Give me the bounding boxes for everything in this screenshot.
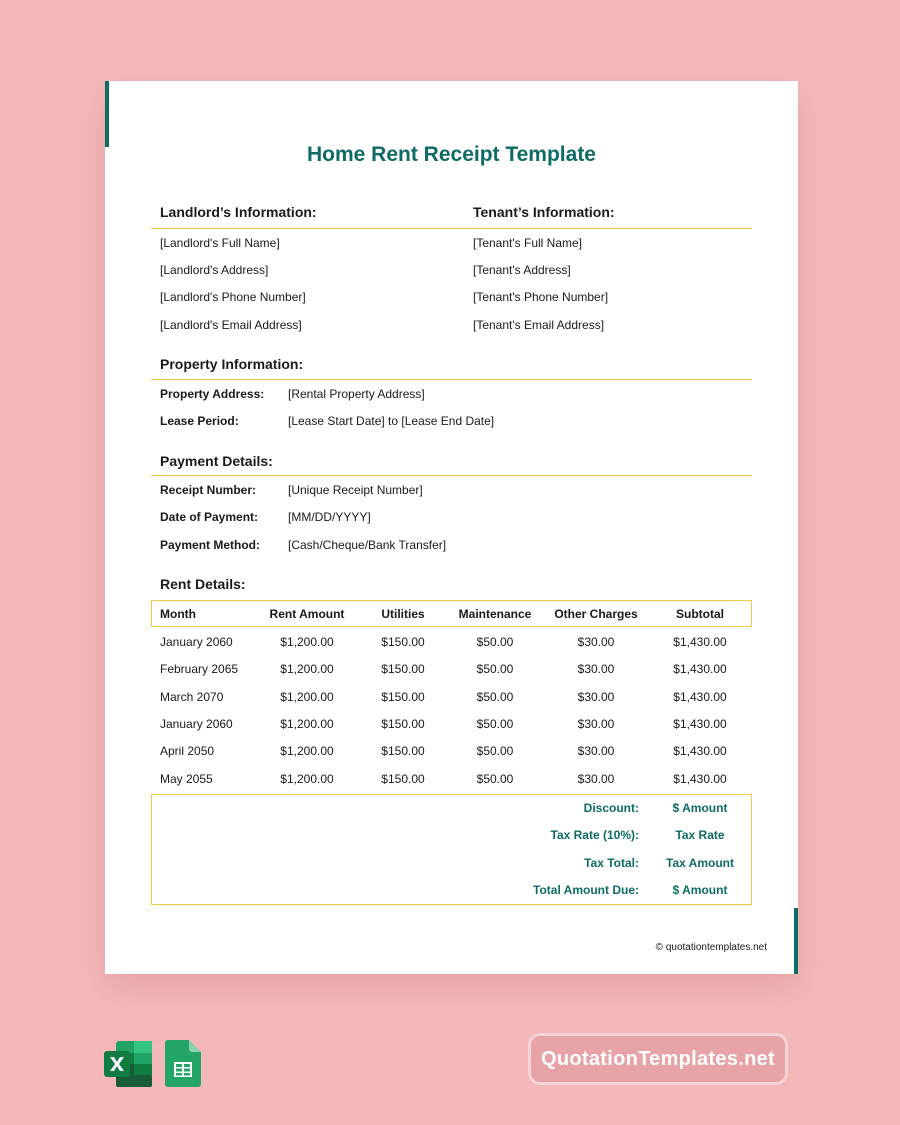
lease-period-label: Lease Period: (160, 414, 239, 428)
receipt-number-label: Receipt Number: (160, 483, 257, 497)
cell-utilities: $150.00 (381, 662, 425, 676)
tenant-phone: [Tenant's Phone Number] (473, 290, 609, 304)
excel-icon (104, 1041, 152, 1087)
payment-method-label: Payment Method: (160, 538, 261, 552)
column-header-other-charges: Other Charges (554, 607, 638, 621)
accent-bar-bottom (794, 908, 798, 974)
tenant-address: [Tenant's Address] (473, 263, 571, 277)
total-due-value: $ Amount (672, 883, 728, 897)
column-header-month: Month (160, 607, 196, 621)
cell-month: March 2070 (160, 690, 224, 704)
cell-other-charges: $30.00 (577, 635, 615, 649)
cell-rent-amount: $1,200.00 (280, 772, 334, 786)
date-of-payment-label: Date of Payment: (160, 510, 259, 524)
discount-label: Discount: (583, 801, 639, 815)
cell-utilities: $150.00 (381, 717, 425, 731)
divider (151, 475, 752, 476)
property-address-label: Property Address: (160, 387, 265, 401)
cell-maintenance: $50.00 (476, 690, 514, 704)
summary-box (151, 794, 752, 905)
cell-utilities: $150.00 (381, 772, 425, 786)
landlord-heading: Landlord’s Information: (160, 204, 317, 220)
cell-maintenance: $50.00 (476, 744, 514, 758)
cell-other-charges: $30.00 (577, 662, 615, 676)
cell-other-charges: $30.00 (577, 772, 615, 786)
column-header-utilities: Utilities (381, 607, 425, 621)
cell-utilities: $150.00 (381, 635, 425, 649)
property-address-value: [Rental Property Address] (288, 387, 425, 401)
receipt-document (105, 81, 798, 974)
cell-subtotal: $1,430.00 (673, 690, 727, 704)
cell-utilities: $150.00 (381, 690, 425, 704)
column-header-subtotal: Subtotal (676, 607, 724, 621)
tax-rate-label: Tax Rate (10%): (550, 828, 639, 842)
payment-method-value: [Cash/Cheque/Bank Transfer] (288, 538, 447, 552)
divider (151, 228, 752, 229)
brand-badge: QuotationTemplates.net (528, 1033, 788, 1085)
cell-maintenance: $50.00 (476, 717, 514, 731)
payment-heading: Payment Details: (160, 453, 273, 469)
tax-total-value: Tax Amount (666, 856, 734, 870)
cell-rent-amount: $1,200.00 (280, 690, 334, 704)
cell-maintenance: $50.00 (476, 772, 514, 786)
property-heading: Property Information: (160, 356, 304, 372)
cell-month: May 2055 (160, 772, 213, 786)
tax-total-label: Tax Total: (584, 856, 639, 870)
cell-rent-amount: $1,200.00 (280, 717, 334, 731)
tenant-email: [Tenant's Email Address] (473, 318, 605, 332)
cell-rent-amount: $1,200.00 (280, 662, 334, 676)
accent-bar-top (105, 81, 109, 147)
cell-subtotal: $1,430.00 (673, 662, 727, 676)
landlord-email: [Landlord's Email Address] (160, 318, 302, 332)
column-header-rent-amount: Rent Amount (269, 607, 345, 621)
cell-month: February 2065 (160, 662, 239, 676)
landlord-name: [Landlord's Full Name] (160, 236, 280, 250)
tax-rate-value: Tax Rate (675, 828, 725, 842)
cell-rent-amount: $1,200.00 (280, 635, 334, 649)
tenant-heading: Tenant’s Information: (473, 204, 615, 220)
cell-utilities: $150.00 (381, 744, 425, 758)
cell-other-charges: $30.00 (577, 690, 615, 704)
cell-subtotal: $1,430.00 (673, 772, 727, 786)
landlord-phone: [Landlord's Phone Number] (160, 290, 306, 304)
cell-subtotal: $1,430.00 (673, 635, 727, 649)
cell-other-charges: $30.00 (577, 717, 615, 731)
discount-value: $ Amount (672, 801, 728, 815)
document-title: Home Rent Receipt Template (306, 143, 596, 166)
cell-rent-amount: $1,200.00 (280, 744, 334, 758)
tenant-name: [Tenant's Full Name] (473, 236, 583, 250)
google-sheets-icon (165, 1040, 201, 1087)
cell-month: January 2060 (160, 717, 233, 731)
receipt-number-value: [Unique Receipt Number] (288, 483, 423, 497)
cell-maintenance: $50.00 (476, 662, 514, 676)
cell-subtotal: $1,430.00 (673, 744, 727, 758)
landlord-address: [Landlord's Address] (160, 263, 269, 277)
total-due-label: Total Amount Due: (533, 883, 639, 897)
cell-subtotal: $1,430.00 (673, 717, 727, 731)
date-of-payment-value: [MM/DD/YYYY] (288, 510, 371, 524)
divider (151, 379, 752, 380)
copyright-text: © quotationtemplates.net (655, 942, 767, 953)
cell-month: April 2050 (160, 744, 215, 758)
cell-maintenance: $50.00 (476, 635, 514, 649)
rent-heading: Rent Details: (160, 576, 246, 592)
column-header-maintenance: Maintenance (458, 607, 532, 621)
lease-period-value: [Lease Start Date] to [Lease End Date] (288, 414, 495, 428)
cell-other-charges: $30.00 (577, 744, 615, 758)
table-header (151, 600, 752, 627)
cell-month: January 2060 (160, 635, 233, 649)
